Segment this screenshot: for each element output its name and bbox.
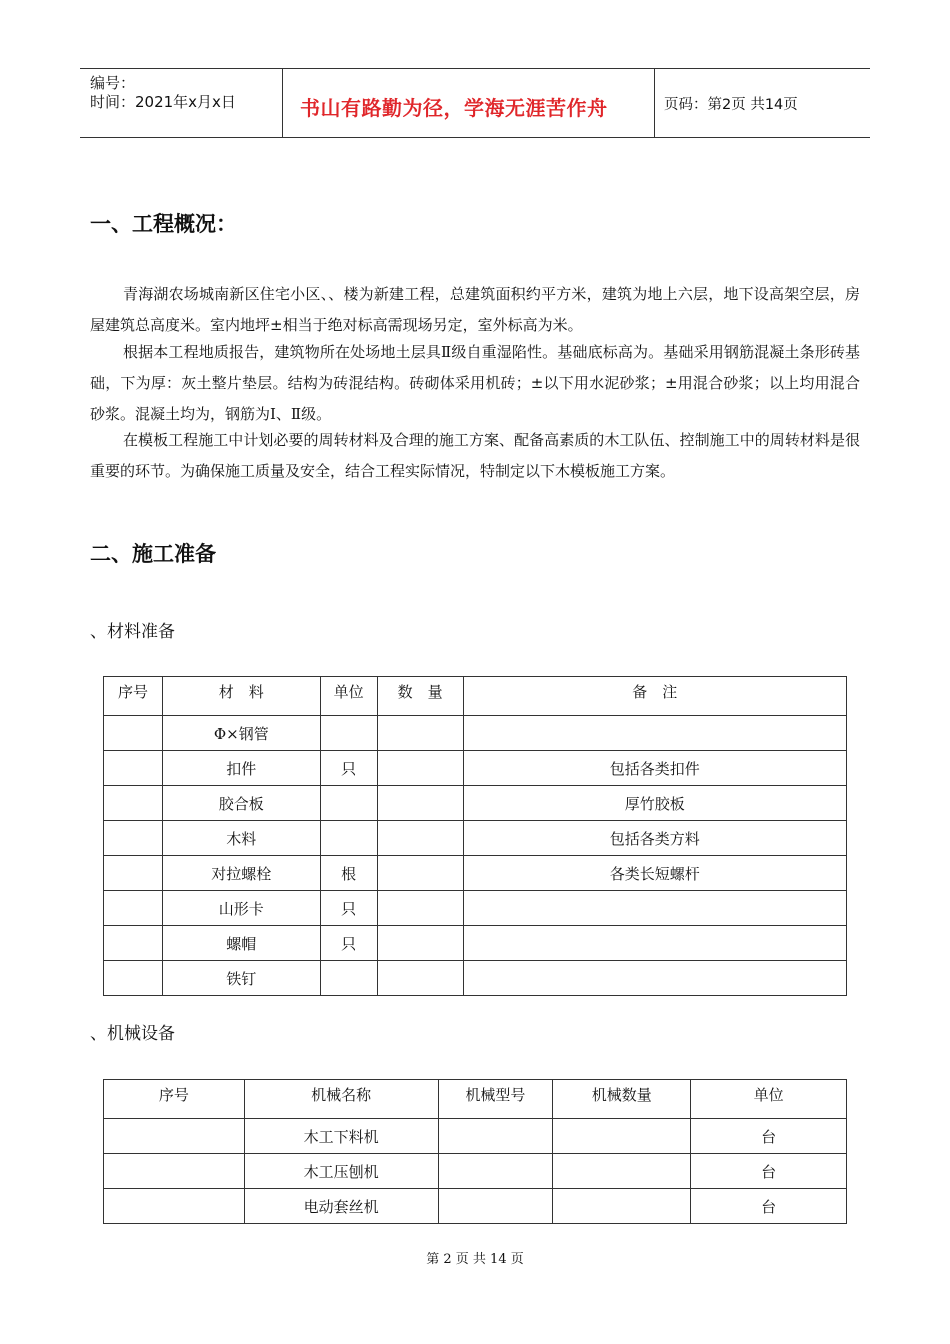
materials-cell xyxy=(104,786,163,821)
machinery-cell xyxy=(438,1189,553,1224)
materials-header-cell: 单位 xyxy=(320,677,377,716)
materials-cell xyxy=(377,821,463,856)
materials-cell xyxy=(104,716,163,751)
materials-cell xyxy=(104,926,163,961)
machinery-header-cell: 机械型号 xyxy=(438,1080,553,1119)
machinery-cell xyxy=(553,1189,691,1224)
table-row xyxy=(104,926,847,961)
table-row xyxy=(104,821,847,856)
materials-header-cell: 备 注 xyxy=(463,677,846,716)
materials-cell: 胶合板 xyxy=(162,786,320,821)
materials-header-cell: 序号 xyxy=(104,677,163,716)
page-footer: 第 2 页 共 14 页 xyxy=(426,1252,524,1267)
section-1-title: 一、工程概况： xyxy=(90,212,237,236)
table-row xyxy=(104,716,847,751)
materials-cell: 只 xyxy=(320,891,377,926)
materials-cell: 只 xyxy=(320,751,377,786)
section-1-para-3: 在模板工程施工中计划必要的周转材料及合理的施工方案、配备高素质的木工队伍、控制施工中的周转材料是很重要的环节。为确保施工质量及安全，结合工程实际情况，特制定以下木模板施工方案。 xyxy=(90,431,860,480)
table-row xyxy=(104,1119,847,1154)
materials-cell xyxy=(320,786,377,821)
motto-text: 书山有路勤为径，学海无涯苦作舟 xyxy=(300,96,608,120)
table-row xyxy=(104,1154,847,1189)
materials-cell xyxy=(104,961,163,996)
table-row xyxy=(104,1189,847,1224)
number-label: 编号： xyxy=(90,74,136,92)
section-1-para-1: 青海湖农场城南新区住宅小区、、楼为新建工程，总建筑面积约平方米，建筑为地上六层，地下设高架空层，房屋建筑总高度米。室内地坪±相当于绝对标高需现场另定，室外标高为米。 xyxy=(90,285,860,334)
machinery-cell: 木工压刨机 xyxy=(244,1154,438,1189)
materials-cell xyxy=(320,821,377,856)
materials-cell xyxy=(377,856,463,891)
header-meta-cell xyxy=(80,69,283,137)
materials-cell xyxy=(377,891,463,926)
materials-cell xyxy=(463,716,846,751)
materials-header-cell: 数 量 xyxy=(377,677,463,716)
section-2-title: 二、施工准备 xyxy=(90,542,216,566)
table-row xyxy=(104,891,847,926)
materials-cell: 扣件 xyxy=(162,751,320,786)
machinery-cell: 台 xyxy=(691,1154,847,1189)
materials-cell: 木料 xyxy=(162,821,320,856)
machinery-cell xyxy=(104,1189,245,1224)
machinery-cell xyxy=(104,1119,245,1154)
machinery-table xyxy=(103,1079,847,1224)
machinery-cell: 台 xyxy=(691,1119,847,1154)
materials-cell: 对拉螺栓 xyxy=(162,856,320,891)
header-motto-cell xyxy=(282,69,655,137)
machinery-header-cell: 机械名称 xyxy=(244,1080,438,1119)
materials-cell: Φ×钢管 xyxy=(162,716,320,751)
machinery-cell: 电动套丝机 xyxy=(244,1189,438,1224)
machinery-header-cell: 单位 xyxy=(691,1080,847,1119)
materials-cell: 螺帽 xyxy=(162,926,320,961)
materials-cell xyxy=(104,751,163,786)
table-row xyxy=(104,856,847,891)
materials-cell xyxy=(463,961,846,996)
materials-cell xyxy=(377,716,463,751)
materials-heading: 、材料准备 xyxy=(90,622,175,642)
materials-cell xyxy=(104,856,163,891)
materials-cell: 只 xyxy=(320,926,377,961)
materials-cell: 厚竹胶板 xyxy=(463,786,846,821)
materials-cell xyxy=(104,821,163,856)
time-label: 时间：2021年x月x日 xyxy=(90,93,236,111)
materials-cell xyxy=(377,961,463,996)
machinery-cell xyxy=(104,1154,245,1189)
page-info: 页码：第2页 共14页 xyxy=(664,97,798,113)
materials-cell xyxy=(377,751,463,786)
materials-cell: 根 xyxy=(320,856,377,891)
materials-cell: 铁钉 xyxy=(162,961,320,996)
materials-cell: 各类长短螺杆 xyxy=(463,856,846,891)
materials-table xyxy=(103,676,847,996)
machinery-heading: 、机械设备 xyxy=(90,1024,175,1044)
header-page-cell xyxy=(654,69,870,137)
table-row xyxy=(104,961,847,996)
machinery-cell xyxy=(553,1154,691,1189)
document-header xyxy=(80,68,870,138)
machinery-cell: 台 xyxy=(691,1189,847,1224)
materials-cell xyxy=(377,786,463,821)
table-row xyxy=(104,786,847,821)
table-row xyxy=(104,751,847,786)
materials-header-cell: 材 料 xyxy=(162,677,320,716)
materials-header-row xyxy=(104,677,847,716)
materials-cell xyxy=(320,716,377,751)
machinery-cell: 木工下料机 xyxy=(244,1119,438,1154)
materials-cell: 包括各类方料 xyxy=(463,821,846,856)
machinery-header-cell: 机械数量 xyxy=(553,1080,691,1119)
materials-cell: 包括各类扣件 xyxy=(463,751,846,786)
materials-cell xyxy=(104,891,163,926)
machinery-header-cell: 序号 xyxy=(104,1080,245,1119)
materials-cell xyxy=(320,961,377,996)
materials-cell xyxy=(463,891,846,926)
machinery-cell xyxy=(438,1119,553,1154)
machinery-cell xyxy=(553,1119,691,1154)
materials-cell xyxy=(463,926,846,961)
materials-cell xyxy=(377,926,463,961)
machinery-cell xyxy=(438,1154,553,1189)
machinery-header-row xyxy=(104,1080,847,1119)
materials-cell: 山形卡 xyxy=(162,891,320,926)
section-1-para-2: 根据本工程地质报告，建筑物所在处场地土层具Ⅱ级自重湿陷性。基础底标高为。基础采用钢筋混凝土条形砖基础，下为厚：灰土整片垫层。结构为砖混结构。砖砌体采用机砖；±以下用水泥砂浆；±用混合砂浆；以上均用混合砂浆。混凝土均为，钢筋为Ⅰ、Ⅱ级。 xyxy=(90,343,860,423)
